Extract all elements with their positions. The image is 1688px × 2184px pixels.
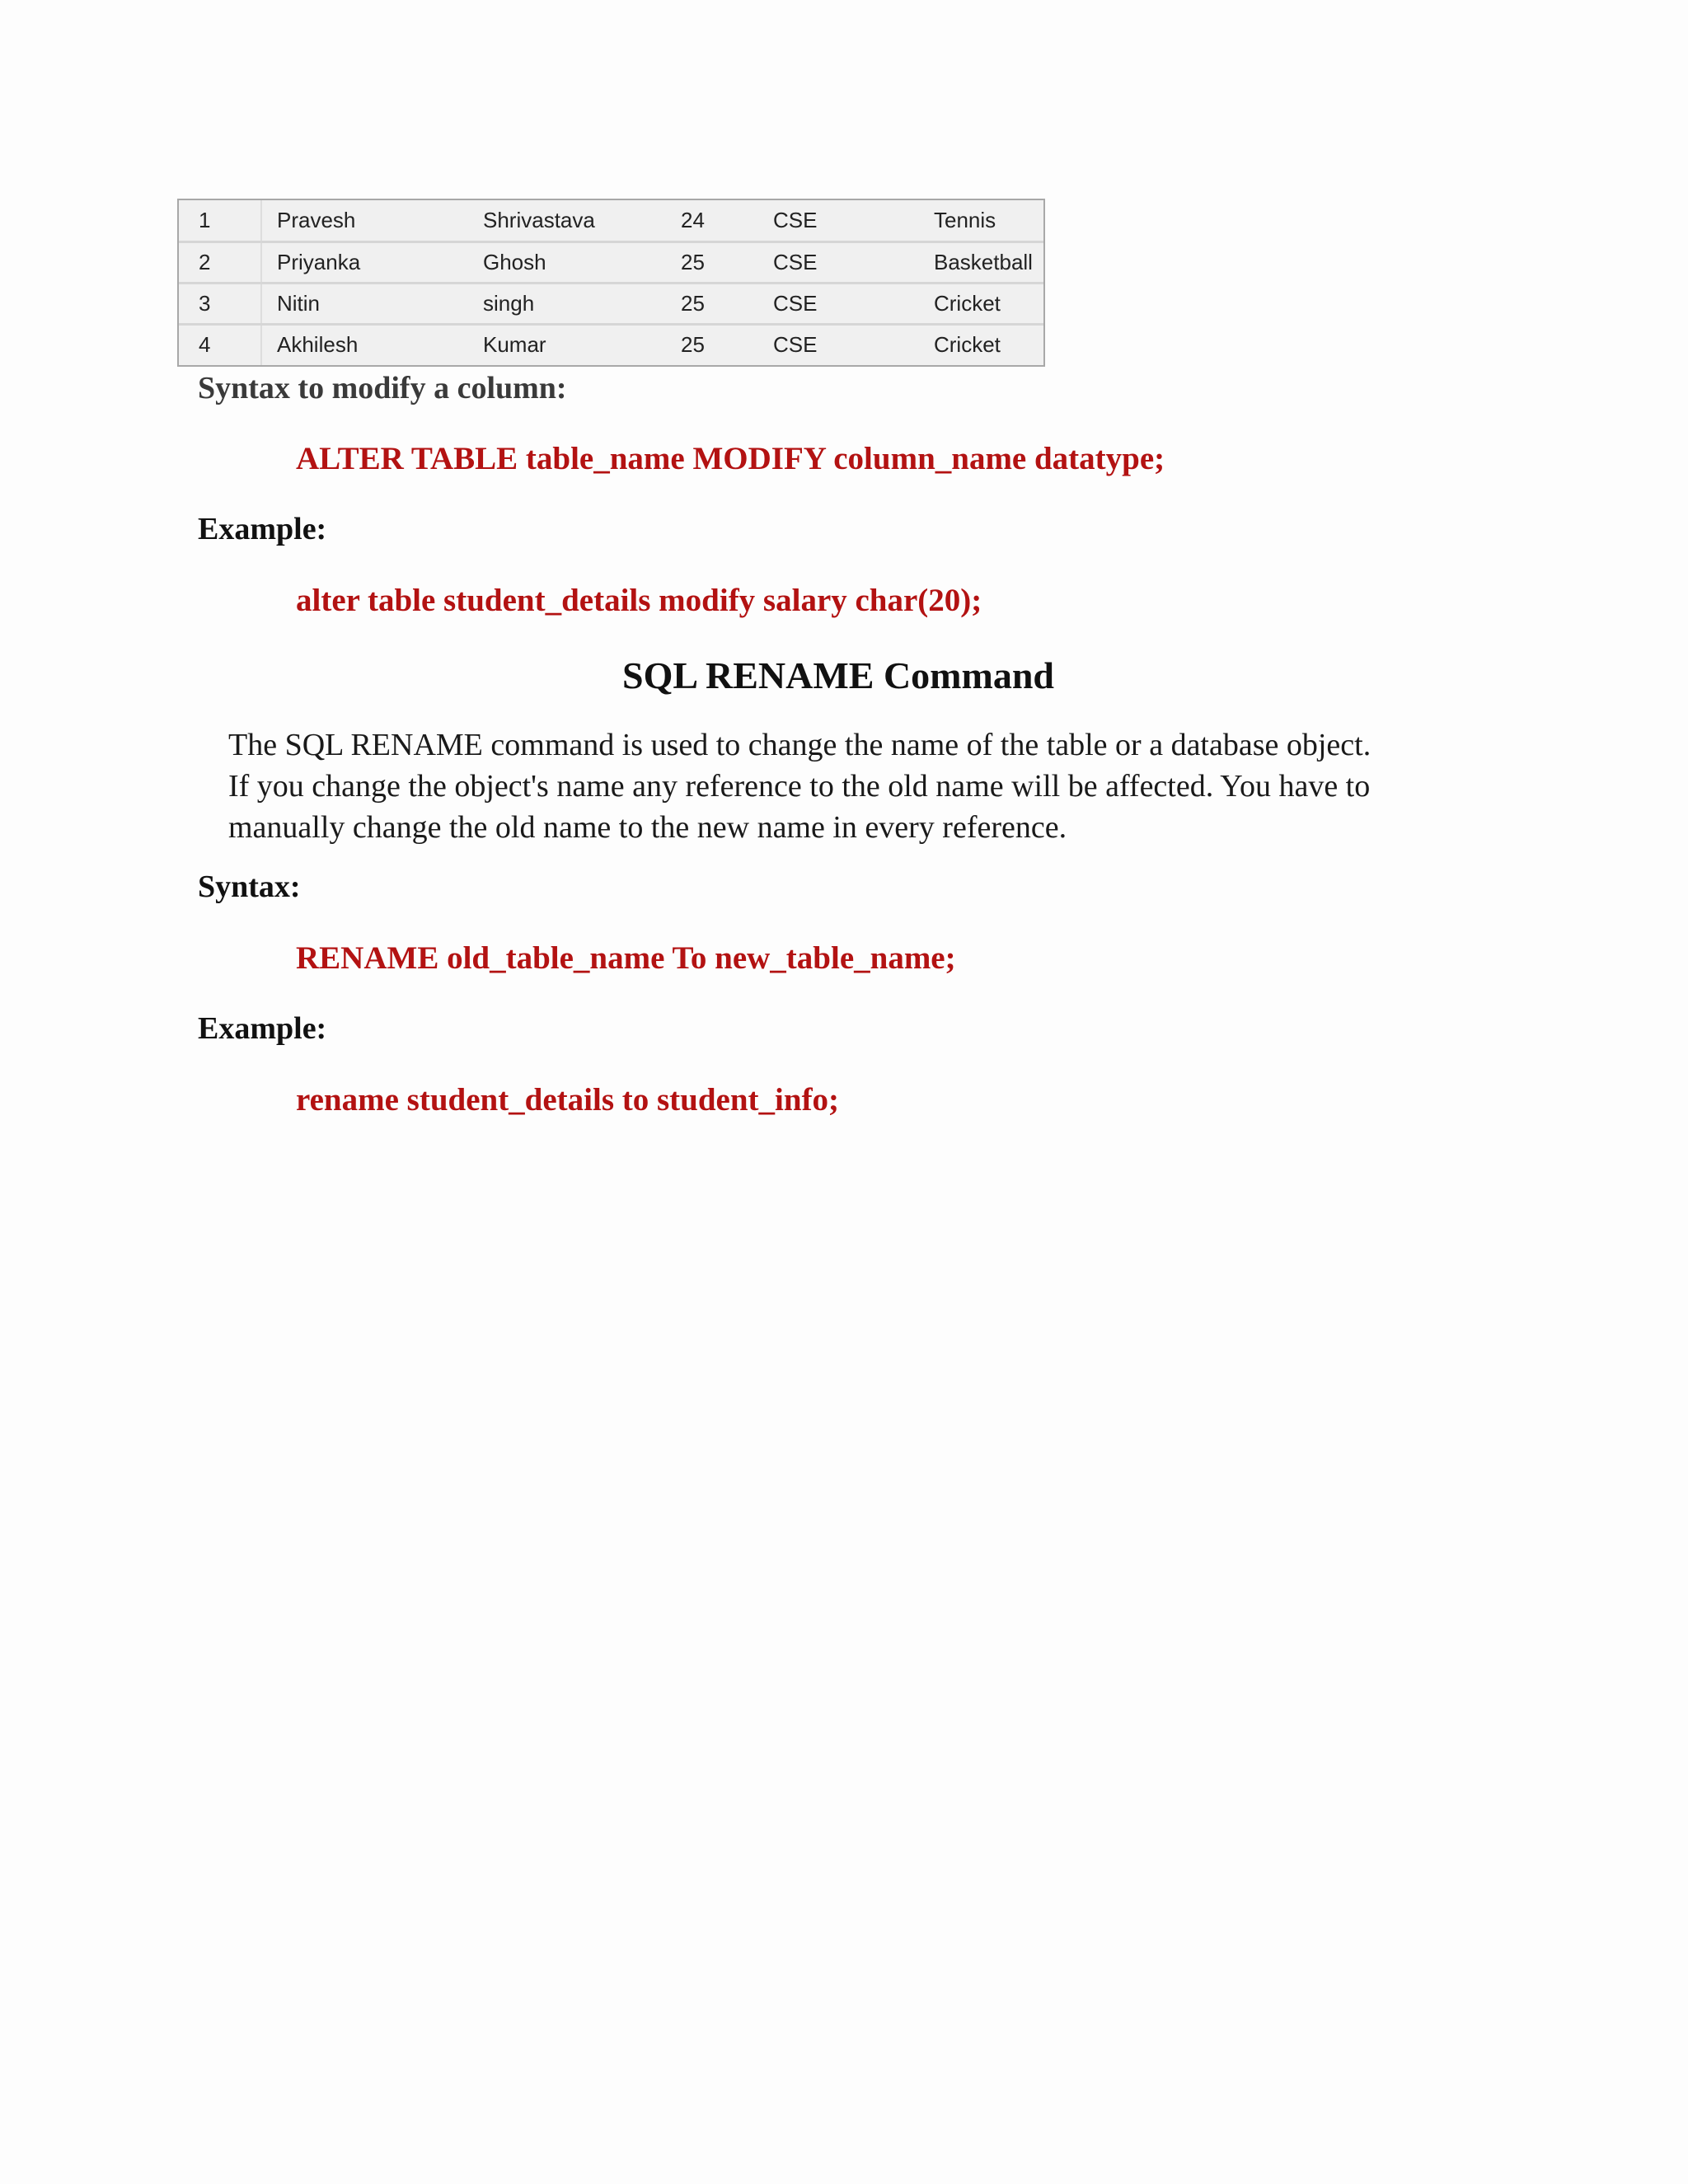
table-cell: Priyanka bbox=[261, 241, 483, 283]
student-table-body bbox=[179, 200, 1043, 365]
table-cell: CSE bbox=[773, 207, 818, 232]
table-cell: CSE bbox=[773, 283, 934, 324]
rename-example-code: rename student_details to student_info; bbox=[296, 1082, 840, 1118]
rename-example-label: Example: bbox=[198, 1011, 327, 1046]
table-cell: Basketball bbox=[934, 241, 1043, 283]
rename-description-line: If you change the object's name any reference to the old name will be affected. You have to bbox=[228, 769, 1371, 804]
modify-example-code: alter table student_details modify salary char(20); bbox=[296, 583, 982, 618]
table-cell: 25 bbox=[681, 283, 773, 324]
rename-syntax-code: RENAME old_table_name To new_table_name; bbox=[296, 940, 956, 976]
table-cell: Pravesh bbox=[277, 207, 356, 232]
table-cell: Cricket bbox=[934, 283, 1043, 324]
rename-description-line: The SQL RENAME command is used to change the name of the table or a database object. bbox=[228, 728, 1372, 762]
table-cell: Akhilesh bbox=[261, 324, 483, 365]
rename-description bbox=[228, 724, 1448, 848]
rename-description-line: manually change the old name to the new name in every reference. bbox=[228, 810, 1067, 845]
rename-syntax-label: Syntax: bbox=[198, 869, 301, 904]
table-cell: Ghosh bbox=[483, 241, 681, 283]
table-cell: Cricket bbox=[934, 324, 1043, 365]
modify-example-label: Example: bbox=[198, 512, 327, 546]
table-cell: Nitin bbox=[261, 283, 483, 324]
table-row bbox=[179, 200, 1043, 241]
table-row bbox=[179, 324, 1043, 365]
table-cell: 2 bbox=[179, 241, 261, 283]
table-cell: Shrivastava bbox=[483, 207, 595, 232]
table-cell: 25 bbox=[681, 241, 773, 283]
table-row bbox=[179, 283, 1043, 324]
table-cell: CSE bbox=[773, 324, 934, 365]
table-cell: Tennis bbox=[934, 207, 996, 232]
table-cell: Kumar bbox=[483, 324, 681, 365]
table-cell: 4 bbox=[179, 324, 261, 365]
table-cell: 1 bbox=[179, 200, 261, 241]
table-cell: 25 bbox=[681, 324, 773, 365]
table-cell: 3 bbox=[179, 283, 261, 324]
modify-syntax-label: Syntax to modify a column: bbox=[198, 371, 567, 405]
table-row bbox=[179, 241, 1043, 283]
rename-heading: SQL RENAME Command bbox=[622, 654, 1054, 696]
student-table-grid bbox=[179, 200, 1043, 365]
table-cell: 24 bbox=[681, 207, 705, 232]
table-cell: CSE bbox=[773, 241, 934, 283]
modify-syntax-code: ALTER TABLE table_name MODIFY column_name datatype; bbox=[296, 441, 1165, 476]
student-table bbox=[177, 199, 1045, 367]
table-cell: singh bbox=[483, 283, 681, 324]
